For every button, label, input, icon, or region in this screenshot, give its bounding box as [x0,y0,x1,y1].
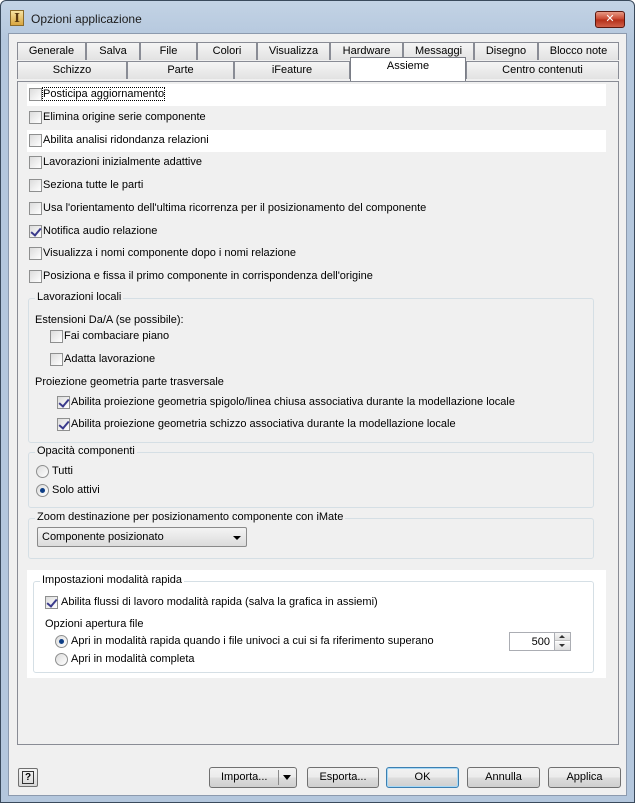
option-label: Notifica audio relazione [43,225,158,237]
option-label: Seziona tutte le parti [43,179,144,191]
threshold-value: 500 [531,636,550,648]
option-row[interactable] [48,392,593,414]
projection-label: Proiezione geometria parte trasversale [35,376,224,388]
fissa-componente-checkbox[interactable] [29,270,42,283]
proiezione-schizzo-checkbox[interactable] [57,418,70,431]
tab-blocco-note[interactable]: Blocco note [538,42,619,60]
tab-parte[interactable]: Parte [127,61,234,79]
dropdown-value: Componente posizionato [42,531,164,543]
option-label: Abilita analisi ridondanza relazioni [43,134,209,146]
cancel-button[interactable]: Annulla [467,767,540,788]
fai-combaciare-checkbox[interactable] [50,330,63,343]
option-label: Elimina origine serie componente [43,111,206,123]
tab-assieme[interactable]: Assieme [350,57,466,81]
option-label: Lavorazioni inizialmente adattive [43,156,202,168]
option-label: Abilita flussi di lavoro modalità rapida (salva la grafica in assiemi) [61,596,378,608]
posticipa-checkbox[interactable] [29,88,42,101]
notifica-audio-checkbox[interactable] [29,225,42,238]
option-label: Apri in modalità completa [71,653,195,665]
tab-ifeature[interactable]: iFeature [234,61,350,79]
tab-messaggi[interactable]: Messaggi [403,42,474,60]
dialog-client-area [8,33,627,796]
proiezione-spigolo-checkbox[interactable] [57,396,70,409]
threshold-stepper[interactable] [509,632,571,651]
tab-hardware[interactable]: Hardware [330,42,403,60]
option-row[interactable] [55,649,355,671]
help-button[interactable] [18,768,38,787]
group-title: Opacità componenti [37,445,135,457]
extents-label: Estensioni Da/A (se possibile): [35,314,184,326]
zoom-target-dropdown[interactable] [37,527,247,547]
seziona-parti-checkbox[interactable] [29,179,42,192]
option-label: Solo attivi [52,484,100,496]
option-row[interactable] [27,107,606,129]
apri-completa-radio[interactable] [55,653,68,666]
assieme-panel [17,81,619,745]
analisi-ridondanza-checkbox[interactable] [29,134,42,147]
export-button[interactable]: Esporta... [307,767,379,788]
option-row[interactable] [37,592,557,614]
stepper-up-icon[interactable] [555,633,570,641]
window-title: Opzioni applicazione [31,12,142,26]
tab-colori[interactable]: Colori [197,42,257,60]
option-row[interactable] [27,152,606,174]
option-row[interactable] [27,84,606,106]
group-title: Impostazioni modalità rapida [42,574,183,586]
elimina-origine-checkbox[interactable] [29,111,42,124]
option-row[interactable] [27,130,606,152]
option-label: Adatta lavorazione [64,353,156,365]
option-row[interactable] [36,480,236,502]
tab-visualizza[interactable]: Visualizza [257,42,330,60]
option-row[interactable] [48,349,348,371]
abilita-rapida-checkbox[interactable] [45,596,58,609]
option-row[interactable] [48,326,348,348]
option-label: Usa l'orientamento dell'ultima ricorrenza per il posizionamento del componente [43,202,427,214]
apri-rapida-radio[interactable] [55,635,68,648]
adatta-lavorazione-checkbox[interactable] [50,353,63,366]
option-row[interactable] [27,266,606,288]
option-row[interactable] [27,198,606,220]
tutti-radio[interactable] [36,465,49,478]
ok-button[interactable]: OK [386,767,459,788]
open-options-label: Opzioni apertura file [45,618,144,630]
chevron-down-icon[interactable] [283,775,291,780]
close-button[interactable]: ✕ [595,11,625,28]
stepper-down-icon[interactable] [555,642,570,650]
option-row[interactable] [27,175,606,197]
tab-generale[interactable]: Generale [17,42,86,60]
tab-schizzo[interactable]: Schizzo [17,61,127,79]
stepper-buttons [554,633,570,650]
option-label: Posticipa aggiornamento [43,88,165,100]
lavorazioni-adattive-checkbox[interactable] [29,156,42,169]
option-label: Apri in modalità rapida quando i file univoci a cui si fa riferimento superano [71,635,434,647]
tab-centro-contenuti[interactable]: Centro contenuti [466,61,619,79]
option-label: Visualizza i nomi componente dopo i nomi relazione [43,247,296,259]
option-row[interactable] [27,221,606,243]
inventor-app-icon: I [10,10,24,26]
option-label: Posiziona e fissa il primo componente in corrispondenza dell'origine [43,270,373,282]
option-label: Fai combaciare piano [64,330,170,342]
nomi-componente-checkbox[interactable] [29,247,42,260]
import-label: Importa... [221,771,268,783]
option-row[interactable] [48,414,593,436]
option-label: Tutti [52,465,73,477]
solo-attivi-radio[interactable] [36,484,49,497]
title-bar[interactable] [1,1,634,33]
group-title: Zoom destinazione per posizionamento componente con iMate [37,511,344,523]
chevron-down-icon [233,536,241,540]
help-icon: ? [22,771,34,784]
tab-salva[interactable]: Salva [86,42,140,60]
tab-file[interactable]: File [140,42,197,60]
group-title: Lavorazioni locali [37,291,122,303]
option-row[interactable] [27,243,606,265]
import-split-button[interactable] [209,767,297,788]
apply-button[interactable]: Applica [548,767,621,788]
orientamento-checkbox[interactable] [29,202,42,215]
tab-disegno[interactable]: Disegno [474,42,538,60]
split-divider [278,770,279,785]
option-label: Abilita proiezione geometria spigolo/linea chiusa associativa durante la modellazione locale [71,396,515,408]
option-label: Abilita proiezione geometria schizzo associativa durante la modellazione locale [71,418,456,430]
